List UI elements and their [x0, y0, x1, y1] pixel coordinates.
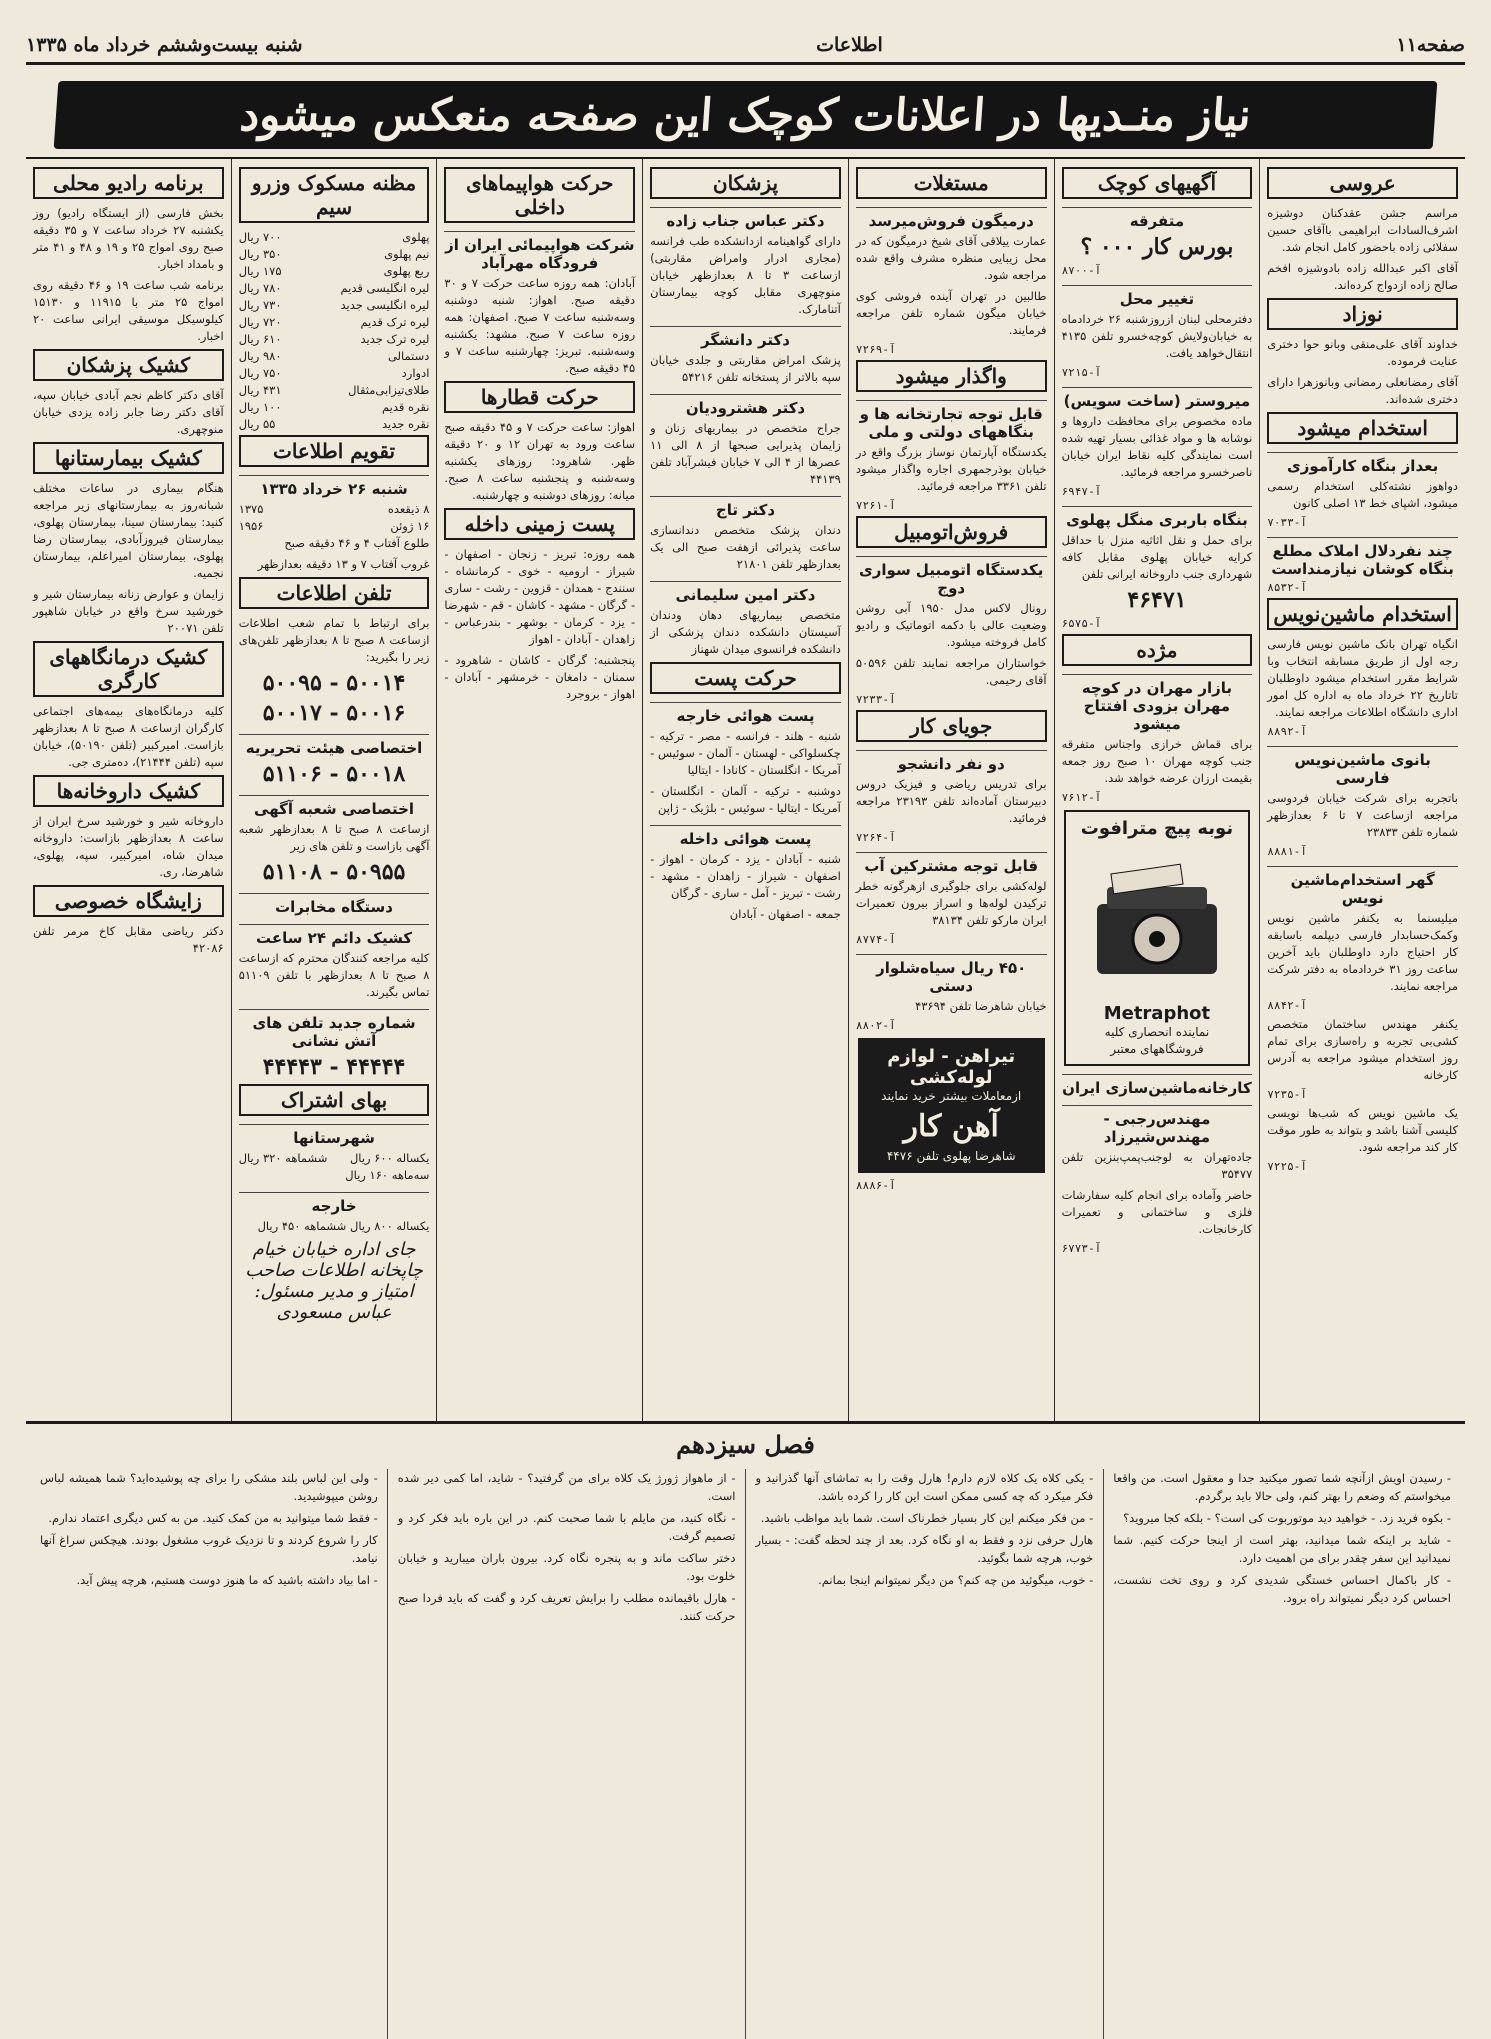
exchange-row-label: لیره ترک جدید	[360, 332, 430, 346]
subscription-table	[239, 1150, 430, 1184]
hiring-heading: استخدام میشود	[1267, 412, 1458, 444]
metraphot-text: نماینده انحصاری کلیه فروشگاههای معتبر	[1104, 1025, 1210, 1056]
flights-heading: حرکت هواپیماهای داخلی	[444, 167, 635, 223]
photocopier-icon	[1082, 849, 1232, 999]
typist-subheading-2: بانوی ماشین‌نویس فارسی	[1267, 746, 1458, 787]
exchange-row	[239, 280, 430, 297]
classifieds-banner	[54, 81, 1438, 149]
typist-subheading-3: گهر استخدام‌ماشین نویس	[1267, 866, 1458, 907]
ads-branch-phone: ۵۰۹۵۵ - ۵۱۱۰۸	[262, 859, 406, 885]
ad-reference: آ-۷۲۳۵	[1267, 1088, 1308, 1101]
sunrise-text: طلوع آفتاب ۴ و ۴۶ دقیقه صبح	[284, 536, 430, 550]
subscription-foreign-text: یکساله ۸۰۰ ریال ششماهه ۴۵۰ ریال	[257, 1219, 430, 1233]
exchange-heading: مظنه مسکوک وزرو سیم	[239, 167, 430, 223]
ad-reference: آ-۸۵۳۲	[1267, 581, 1308, 594]
exchange-row-label: طلای‌تیزابی‌مثقال	[348, 383, 430, 397]
birth-text: خداوند آقای علی‌منقی وبانو حوا دختری عنایت فرموده.	[1267, 337, 1458, 368]
doctor-text: پزشک امراض مقاربتی و جلدی خیابان سپه بالاتر از پستخانه تلفن ۵۴۲۱۶	[650, 353, 841, 384]
calendar-row	[239, 501, 430, 518]
doctor-name: دکتر دانشگر	[650, 326, 841, 349]
ad-reference: آ-۶۹۴۷	[1061, 485, 1102, 498]
exchange-row-value: ۶۱۰ ریال	[238, 332, 282, 346]
typist-text: انگیاه تهران بانک ماشین نویس فارسی رجه اول از طریق مسابقه انتخاب وبا شرایط مقرر استخدام میشود داوطلبان تاتاریخ ۲۲ خرداد ماه به اداره کل امور اداری دانشگاه اطلاعات مراجعه نمایند.	[1267, 637, 1458, 719]
good-news-heading: مژده	[1062, 634, 1253, 666]
plumbing-subheading: قابل توجه مشترکین آب	[856, 852, 1047, 875]
doctor-text: متخصص بیماریهای دهان ودندان آسیستان دانشکده دندان پزشکی از دانشکده فرانسوی میدان شهناز	[650, 608, 841, 656]
airmail-foreign-heading: پست هوائی خارجه	[650, 702, 841, 725]
story-paragraph: - یکی کلاه یک کلاه لازم دارم! هارل وقت را به تماشای آنها گذرانید و فکر میکرد که چه کسی ممکن است این کار را کرده باشد.	[755, 1471, 1094, 1503]
exchange-row-value: ۷۵۰ ریال	[238, 366, 282, 380]
wedding-text: مراسم جشن عقدکنان دوشیزه اشرف‌السادات ابراهیمی باآقای حسین سفلائی زاده باحضور کامل انجام شد.	[1267, 206, 1458, 254]
car-sale-text-2: خواستاران مراجعه نمایند تلفن ۵۰۵۹۶ آقای رحیمی.	[855, 656, 1047, 687]
subscription-row	[239, 1150, 430, 1167]
mirostar-heading: میروستر (ساخت سویس)	[1062, 387, 1253, 410]
story-paragraph: - کار باکمال احساس خستگی شدیدی کرد و روی تخت نشست، احساس کرد دیگر نمیتواند راه برود.	[1113, 1573, 1451, 1605]
metraphot-logo-text: Metraphot	[1103, 1003, 1211, 1024]
exchange-row-value: ۷۳۰ ریال	[238, 298, 282, 312]
trousers-price: ۴۵۰ ریال سیاه‌شلوار دستی	[856, 954, 1047, 995]
doctors-on-call-heading: کشیک پزشکان	[33, 349, 224, 381]
exchange-row-value: ۷۲۰ ریال	[238, 315, 282, 329]
exchange-row-value: ۱۷۵ ریال	[238, 264, 282, 278]
hiring-text: دواهوز نشته‌کلی استخدام رسمی میشود، اشپای خط ۱۳ اصلی کانون	[1267, 479, 1458, 510]
story-paragraph: - بکوه فرید زد. - خواهید دید موتوربوت کی است؟ - بلکه کجا میروید؟	[1123, 1511, 1451, 1525]
story-paragraph: - ولی این لباس بلند مشکی را برای چه پوشیده‌اید؟ شما همیشه لباس روشن میپوشیدید.	[40, 1471, 378, 1503]
story-paragraph: - فقط شما میتوانید به من کمک کنید. من به کس دیگری اعتماد ندارم.	[48, 1511, 378, 1525]
doctor-text: جراح متخصص در بیماریهای زنان و زایمان پذیرایی صبحها از ۸ الی ۱۱ عصرها از ۴ الی ۷ خیابان فیشرآباد تلفن ۴۴۱۳۹	[650, 421, 841, 486]
sunset-text: غروب آفتاب ۷ و ۱۳ دقیقه بعدازظهر	[257, 557, 430, 571]
factory-text: حاضر وآماده برای انجام کلیه سفارشات فلزی و ساختمانی و تعمیرات کارخانجات.	[1061, 1188, 1253, 1236]
real-estate-heading: مستغلات	[856, 167, 1047, 199]
move-heading: تغییر محل	[1062, 285, 1253, 308]
ads-branch-text: ازساعت ۸ صبح تا ۸ بعدازظهر شعبه آگهی بازاست و تلفن های زیر	[238, 822, 430, 853]
ad-reference: آ-۸۸۸۶	[855, 1179, 896, 1192]
exchange-row-value: ۳۵۰ ریال	[238, 247, 282, 261]
metraphot-ad	[1064, 810, 1251, 1066]
column-doctors	[642, 159, 848, 1421]
flights-subheading: شرکت هواپیمائی ایران از فرودگاه مهرآباد	[444, 231, 635, 272]
column-transport	[436, 159, 642, 1421]
hospitals-heading: کشیک بیمارستانها	[33, 442, 224, 474]
exchange-row-label: دستمالی	[387, 349, 430, 363]
ad-reference: آ-۷۲۳۳	[855, 693, 896, 706]
exchange-row-label: نقره جدید	[381, 417, 430, 431]
movers-phone: ۴۶۴۷۱	[1127, 587, 1187, 613]
land-post-text-2: پنجشنبه: گرگان - کاشان - شاهرود - سمنان - دامغان - خرمشهر - آبادان - اهواز - بروجرد	[444, 653, 636, 701]
exchange-row-label: نقره قدیم	[381, 400, 430, 414]
doctor-name: دکتر امین سلیمانی	[650, 581, 841, 604]
story-paragraph: - اما بیاد داشته باشید که ما هنوز دوست هستیم، هرچه پیش آید.	[76, 1573, 378, 1587]
banner-text: نیاز منـدیها در اعلانات کوچک این صفحه منعکس میشود	[238, 89, 1253, 141]
land-post-text: همه روزه: تبریز - زنجان - اصفهان - شیراز - ارومیه - خوی - کرمانشاه - سنندج - همدان - قزوین - رشت - ساری - گرگان - مشهد - کاشان - قم - شهرضا - یزد - کرمان - بوشهر - بندرعباس - زاهدان - آبادان - اهواز	[444, 547, 636, 646]
subscription-row-label: سه‌ماهه ۱۶۰ ریال	[345, 1168, 430, 1182]
subscription-city-heading: شهرستانها	[239, 1124, 430, 1147]
good-news-subheading: بازار مهران در کوچه مهران بزودی افتتاح میشود	[1062, 674, 1253, 733]
exchange-row	[239, 263, 430, 280]
ad-reference: آ-۸۷۷۴	[855, 933, 896, 946]
pharmacies-heading: کشیک داروخانه‌ها	[33, 775, 224, 807]
ahankar-subheading: ازمعاملات بیشتر خرید نمایند	[881, 1089, 1022, 1103]
car-sale-heading: فروش‌اتومبیل	[856, 516, 1047, 548]
job-seeker-subheading: دو نفر دانشجو	[856, 750, 1047, 773]
ad-reference: آ-۷۲۶۴	[855, 831, 896, 844]
phone-number: ۵۰۰۱۶ - ۵۰۰۱۷	[262, 700, 406, 726]
exchange-row	[239, 229, 430, 246]
trousers-text: خیابان شاهرضا تلفن ۴۳۶۹۴	[915, 999, 1047, 1013]
broker-subheading: چند نفردلال املاک مطلع بنگاه کوشان نیازمنداست	[1267, 537, 1458, 578]
airmail-domestic-text-2: جمعه - اصفهان - آبادان	[729, 907, 841, 921]
exchange-row-value: ۵۵ ریال	[238, 417, 276, 431]
airmail-domestic-text: شنبه - آبادان - یزد - کرمان - اهواز - اصفهان - شیراز - زاهدان - مشهد - رشت - تبریز - آمل - ساری - گرگان	[650, 852, 841, 900]
exchange-row	[239, 314, 430, 331]
story-body	[26, 1465, 1465, 2039]
doctor-text: دندان پزشک متخصص دندانسازی ساعت پذیرائی ازهفت صبح الی یک بعدازظهر تلفن ۲۱۸۰۱	[650, 523, 841, 571]
job-seeker-text: برای تدریس ریاضی و فیزیک دروس دبیرستان آماده‌اند تلفن ۲۳۱۹۳ مراجعه فرمائید.	[855, 777, 1047, 825]
telecom-heading: دستگاه مخابرات	[239, 893, 430, 916]
doctors-on-call-text: آقای دکتر کاظم نجم آبادی خیابان سپه، آقای دکتر رضا جابر زاده یزدی خیابان منوچهری.	[32, 388, 224, 436]
calendar-row-value: ۱۳۷۵	[238, 502, 264, 516]
story-paragraph: - رسیدن اویش ازآنچه شما تصور میکنید جدا و معقول است. من واقعا میخواستم که وضعم را بهتر کنم، ولی حالا باید برگردم.	[1113, 1471, 1451, 1503]
calendar-table	[239, 501, 430, 535]
ad-reference: آ-۸۸۸۱	[1267, 845, 1308, 858]
airmail-domestic-heading: پست هوائی داخله	[650, 825, 841, 848]
airmail-foreign-text-2: دوشنبه - ترکیه - آلمان - انگلستان - آمریکا - ایتالیا - سوئیس - بلژیک - ژاپن	[650, 784, 841, 815]
subscription-row-label: یکساله ۶۰۰ ریال	[349, 1151, 430, 1165]
editor-phone: ۵۰۰۱۸ - ۵۱۱۰۶	[262, 761, 406, 787]
mirostar-text: ماده مخصوص برای محافظت داروها و نوشابه ها و مواد غذائی بسیار تهیه شده است نمایندگی کلیه نقاط ایران خیابان ناصرخسرو مراجعه فرمائید.	[1061, 414, 1253, 479]
airmail-foreign-text: شنبه - هلند - فرانسه - مصر - ترکیه - چکسلواکی - لهستان - آلمان - سوئیس - آمریکا - انگلستان - کانادا - ایتالیا	[650, 729, 841, 777]
typist-heading: استخدام ماشین‌نویس	[1267, 598, 1458, 630]
exchange-row-label: ادوارد	[401, 366, 430, 380]
ad-reference: آ-۷۲۶۱	[855, 499, 896, 512]
exchange-row-label: پهلوی	[402, 230, 430, 244]
exchange-row-value: ۱۰۰ ریال	[238, 400, 282, 414]
publisher-note: جای اداره خیابان خیام چاپخانه اطلاعات صاحب امتیاز و مدیر مسئول: عباس مسعودی	[245, 1239, 423, 1323]
story-paragraph: - شاید بر اینکه شما میدانید، بهتر است از اینجا حرکت کنیم. شما نمیدانید این سفر چقدر برای من اهمیت دارد.	[1113, 1533, 1451, 1565]
ad-reference: آ-۷۲۱۵	[1061, 366, 1102, 379]
story-title: فصل سیزدهم	[676, 1430, 815, 1459]
wedding-text-2: آقای اکبر عبدالله زاده بادوشیزه افخم صالح زاده ازدواج کرده‌اند.	[1267, 261, 1458, 292]
real-estate-text-2: طالبین در تهران آینده فروشی کوی خیابان میگون شماره تلفن مراجعه فرمایند.	[855, 289, 1047, 337]
factory-address: جاده‌تهران به لوجنب‌پمپ‌بنزین تلفن ۳۵۴۷۷	[1061, 1150, 1253, 1181]
hospitals-text: هنگام بیماری در ساعات مختلف شبانه‌روز به بیمارستانهای زیر مراجعه کنید: بیمارستان سینا، بیمارستان پهلوی، بیمارستان فیروزآبادی، بیمارستان رضا پهلوی، بیمارستان امیراعلم، بیمارستان نجمیه.	[32, 481, 224, 580]
pharmacy-24h-text: کلیه مراجعه کنندگان محترم که ازساعت ۸ صبح تا ۸ بعدازظهر با تلفن ۵۱۱۰۹ تماس بگیرند.	[238, 951, 430, 999]
ahankar-brand: آهن کار	[903, 1109, 999, 1144]
trains-heading: حرکت قطارها	[444, 381, 635, 413]
editor-heading: اختصاصی هیئت تحریریه	[239, 734, 430, 757]
ad-reference: آ-۷۰۳۳	[1267, 516, 1308, 529]
subscription-foreign-heading: خارجه	[239, 1192, 430, 1215]
column-info	[231, 159, 437, 1421]
ad-reference: آ-۶۵۷۵	[1061, 617, 1102, 630]
exchange-row-label: لیره ترک قدیم	[360, 315, 430, 329]
calendar-row-label: ۱۶ ژوئن	[390, 519, 430, 533]
exchange-row	[239, 399, 430, 416]
photocopier-illustration	[1082, 849, 1232, 999]
story-paragraph: - هارل باقیمانده مطلب را برایش تعریف کرد و گفت که باید فردا صبح حرکت کنند.	[397, 1591, 736, 1623]
issue-date: شنبه بیست‌وششم خرداد ماه ۱۳۳۵	[26, 34, 303, 56]
ad-reference: آ-۸۸۹۲	[1267, 725, 1308, 738]
calendar-heading: تقویم اطلاعات	[239, 435, 430, 467]
pharmacies-text: داروخانه شیر و خورشید سرخ ایران از ساعت ۸ بعدازظهر بازاست: داروخانه میدان شاه، امیرکبیر، سپه، پهلوی، شاهرضا، ری.	[32, 814, 224, 879]
exchange-row-label: نیم پهلوی	[384, 247, 430, 261]
factory-subheading: مهندس‌رجبی - مهندس‌شیرزاد	[1062, 1105, 1253, 1146]
small-ads-heading: آگهیهای کوچک	[1062, 167, 1253, 199]
exchange-row-value: ۹۸۰ ریال	[238, 349, 282, 363]
paper-name: اطلاعات	[816, 34, 883, 56]
car-sale-subheading: یکدستگاه اتومبیل سواری دوج	[856, 556, 1047, 597]
ahankar-phone: شاهرضا پهلوی تلفن ۴۴۷۶	[886, 1149, 1016, 1163]
trains-text: اهواز: ساعت حرکت ۷ و ۴۵ دقیقه صبح ساعت ورود به تهران ۱۲ و ۲۰ دقیقه ظهر. شاهرود: روزهای یکشنبه وسه‌شنبه و پنجشنبه ساعت ۸ صبح. میانه: روزهای دوشنبه و چهارشنبه.	[444, 420, 636, 502]
doctors-heading: پزشکان	[650, 167, 841, 199]
ad-reference: آ-۸۸۰۲	[855, 1019, 896, 1032]
ad-reference: آ-۸۸۴۲	[1267, 999, 1308, 1012]
calendar-row-label: ۸ ذیقعده	[387, 502, 430, 516]
maternity-heading: زایشگاه خصوصی	[33, 885, 224, 917]
real-estate-text: عمارت ییلاقی آقای شیخ درمیگون که در محل زیبایی منظره مشرف واقع شده مراجعه شود.	[855, 234, 1047, 282]
good-news-text: برای قماش خرازی واجناس متفرقه جنب کوچه مهران ۱۰ صبح روز جمعه بقیمت ارزان عرضه خواهد شد.	[1061, 737, 1253, 785]
exchange-row	[239, 331, 430, 348]
typist-text-3: میلیسنما به یکنفر ماشین نویس وکمک‌حسابدار فارسی دیپلمه باسابقه کار احتیاج دارد داوطلبان باید آخرین ساعت روز ۳۱ خردادماه به دفتر شرکت مراجعه نمایند.	[1267, 911, 1458, 993]
doctor-name: دکتر تاج	[650, 496, 841, 519]
labor-clinics-text: کلیه درمانگاه‌های بیمه‌های اجتماعی کارگران ازساعت ۸ صبح تا ۸ بعدازظهر بازاست. امیرکبیر (تلفن ۵۰۱۹۰)، خیابان سپه (تلفن ۲۱۴۴۴)، ده‌متری جی.	[32, 704, 224, 769]
doctor-text: دارای گواهینامه ازدانشکده طب فرانسه (مجاری ادرار وامراض مقاربتی) ازساعت ۳ تا ۸ بعدازظهر خیابان منوچهری مقابل کوچه بیمارستان آتنامارک.	[650, 234, 841, 316]
subscription-heading: بهای اشتراک	[239, 1084, 430, 1116]
column-real-estate	[848, 159, 1054, 1421]
land-post-heading: پست زمینی داخله	[444, 508, 635, 540]
movers-text: برای حمل و نقل اثاثیه منزل با حداقل کرایه خیابان پهلوی مقابل کافه شهرداری جنب داروخانه ایرانی تلفن	[1061, 533, 1253, 581]
serial-story	[26, 1430, 1465, 2039]
calendar-date: شنبه ۲۶ خرداد ۱۳۳۵	[239, 475, 430, 498]
column-announcements	[1259, 159, 1465, 1421]
story-paragraph: - نگاه کنید، من مایلم با شما صحبت کنم. در این باره باید فکر کرد و تصمیم گرفت.	[397, 1511, 736, 1543]
wedding-heading: عروسی	[1267, 167, 1458, 199]
column-services	[26, 159, 231, 1421]
doctor-name: دکتر عباس جناب زاده	[650, 207, 841, 230]
birth-heading: نوزاد	[1267, 298, 1458, 330]
car-sale-text: رونال لاکس مدل ۱۹۵۰ آبی روشن وضعیت عالی با دکمه اتوماتیک و رادیو کامل فروخته میشود.	[855, 601, 1047, 649]
story-paragraph: کار را شروع کردند و تا نزدیک غروب مشغول بودند. هیچکس سراغ آنها نیامد.	[40, 1533, 378, 1565]
story-paragraph: - از ماهواز ژورژ یک کلاه برای من گرفتید؟ - شاید، اما کمی دیر شده است.	[397, 1471, 736, 1503]
misc-heading: متفرقه	[1062, 207, 1253, 230]
rent-subheading: قابل توجه تجارتخانه ها و بنگاههای دولتی و ملی	[856, 400, 1047, 441]
typist-text-4: یک ماشین نویس که شب‌ها نویسی کلیسی آشنا باشد و بتواند به طور موقت کار کند مراجعه شود.	[1267, 1106, 1458, 1154]
phone-heading: تلفن اطلاعات	[239, 577, 430, 609]
column-small-ads	[1054, 159, 1260, 1421]
classifieds-columns	[26, 157, 1465, 1424]
exchange-row-value: ۴۳۱ ریال	[238, 383, 282, 397]
exchange-row	[239, 365, 430, 382]
exchange-row-value: ۷۰۰ ریال	[238, 230, 282, 244]
story-paragraph: دختر ساکت ماند و به پنجره نگاه کرد. بیرون باران میبارید و خیابان خلوت بود.	[397, 1551, 736, 1583]
exchange-row	[239, 297, 430, 314]
exchange-row-label: ربع پهلوی	[383, 264, 430, 278]
exchange-row	[239, 246, 430, 263]
calendar-row-value: ۱۹۵۶	[238, 519, 264, 533]
plumbing-text: لوله‌کشی برای جلوگیری ازهرگونه خطر ترکیدن لوله‌ها و اسراز بیرون تعمیرات ایران مارکو تلفن ۳۸۱۳۴	[855, 879, 1047, 927]
movers-heading: بنگاه باربری منگل پهلوی	[1062, 506, 1253, 529]
ad-reference: آ-۸۷۰۰	[1061, 264, 1102, 277]
ad-reference: آ-۶۷۷۳	[1061, 1242, 1102, 1255]
ad-reference: آ-۷۲۲۵	[1267, 1160, 1308, 1173]
ad-reference: آ-۷۲۶۹	[855, 343, 896, 356]
hospitals-text-2: زایمان و عوارض زنانه بیمارستان شیر و خورشید سرخ واقع در خیابان شاهپور تلفن ۲۰۰۷۱	[32, 587, 224, 635]
labor-clinics-heading: کشیک درمانگاههای کارگری	[33, 641, 224, 697]
real-estate-subheading: درمیگون فروش‌میرسد	[856, 207, 1047, 230]
subscription-row	[239, 1167, 430, 1184]
factory-heading: کارخانه‌ماشین‌سازی ایران	[1062, 1074, 1253, 1097]
move-text: دفترمحلی لبنان ازروزشنبه ۲۶ خردادماه به خیابان‌ولایش کوچه‌خسرو تلفن ۴۱۳۵ انتقال‌خواهد یافت.	[1061, 312, 1253, 360]
bourse-title: بورس کار ۰۰۰ ؟	[1080, 234, 1234, 260]
calendar-row	[239, 518, 430, 535]
post-heading: حرکت پست	[650, 662, 841, 694]
doctor-name: دکتر هشترودیان	[650, 394, 841, 417]
typist-text-2: باتجربه برای شرکت خیابان فردوسی مراجعه ازساعت ۷ تا ۶ بعدازظهر شماره تلفن ۲۳۸۳۳	[1267, 791, 1458, 839]
pharmacy-24h-heading: کشیک دائم ۲۴ ساعت	[239, 924, 430, 947]
exchange-table	[239, 229, 430, 433]
exchange-row-label: لیره انگلیسی قدیم	[340, 281, 430, 295]
fire-phone-heading: شماره جدید تلفن های آتش نشانی	[239, 1009, 430, 1050]
flights-text: آبادان: همه روزه ساعت حرکت ۷ و ۳۰ دقیقه صبح. اهواز: شنبه دوشنبه وسه‌شنبه ساعت ۷ صبح. اصفهان: همه روزه ساعت ۷ صبح. مشهد: یکشنبه وسه‌شنبه. تبریز: چهارشنبه ساعت ۷ و ۴۵ دقیقه صبح.	[444, 276, 636, 375]
story-paragraph: - خوب، میگوئید من چه کنم؟ من دیگر نمیتوانم اینجا بمانم.	[818, 1573, 1094, 1587]
hiring-subheading: بعداز بنگاه کارآموزی	[1267, 452, 1458, 475]
fire-phone-number: ۴۴۴۴۴ - ۴۴۴۴۳	[262, 1054, 406, 1080]
metraphot-headline: نوبه پیچ مترافوت	[1080, 818, 1234, 839]
ahankar-ad	[858, 1038, 1045, 1173]
exchange-row	[239, 382, 430, 399]
maternity-text: دکتر ریاضی مقابل کاخ مرمر تلفن ۴۲۰۸۶	[32, 924, 224, 955]
subscription-row-value: ششماهه ۳۲۰ ریال	[238, 1151, 328, 1165]
page-number: صفحه۱۱	[1396, 34, 1465, 56]
radio-text: بخش فارسی (از ایستگاه رادیو) روز یکشنبه ۲۷ خرداد ساعت ۷ و ۳۵ دقیقه صبح روی امواج ۲۵ و ۱۹ و ۴۸ و ۴۱ متر و بامداد اخبار.	[32, 206, 224, 271]
story-paragraph: - من فکر میکنم این کار بسیار خطرناک است. شما باید مواظب باشید.	[760, 1511, 1094, 1525]
exchange-row	[239, 348, 430, 365]
engineer-text: یکنفر مهندس ساختمان متخصص کشی‌بی تجربه و راه‌سازی برای تمام روز استخدام میشود مراجعه به آدرس کارخانه	[1267, 1017, 1458, 1082]
exchange-row-value: ۷۸۰ ریال	[238, 281, 282, 295]
exchange-row	[239, 416, 430, 433]
phone-number: ۵۰۰۱۴ - ۵۰۰۹۵	[262, 670, 406, 696]
phone-text: برای ارتباط با تمام شعب اطلاعات ازساعت ۸ صبح تا ۸ بعدازظهر تلفن‌های زیر را بگیرید:	[238, 616, 430, 664]
job-seeker-heading: جویای کار	[856, 710, 1047, 742]
ads-branch-heading: اختصاصی شعبه آگهی	[239, 795, 430, 818]
ad-reference: آ-۷۶۱۲	[1061, 791, 1102, 804]
masthead	[26, 28, 1465, 65]
radio-heading: برنامه رادیو محلی	[33, 167, 224, 199]
story-paragraph: هارل حرفی نزد و فقط به او نگاه کرد. بعد از چند لحظه گفت: - بسیار خوب، هرچه شما بگوئید.	[755, 1533, 1094, 1565]
exchange-row-label: لیره انگلیسی جدید	[340, 298, 430, 312]
ahankar-headline: تیراهن - لوازم لوله‌کشی	[887, 1046, 1016, 1088]
rent-text: یکدستگاه آپارتمان نوساز بزرگ واقع در خیابان بوذرجمهری اجاره واگذار میشود تلفن ۳۳۶۱ مراجعه فرمائید.	[855, 445, 1047, 493]
birth-text-2: آقای رمضانعلی رمضانی وبانوزهرا دارای دختری شده‌اند.	[1267, 375, 1458, 406]
radio-text-2: برنامه شب ساعت ۱۹ و ۴۶ دقیقه روی امواج ۲۵ متر با ۱۱۹۱۵ و ۱۵۱۳۰ کیلوسیکل موسیقی ایرانی ساعت ۲۰ اخبار.	[32, 278, 224, 343]
rent-heading: واگذار میشود	[856, 360, 1047, 392]
